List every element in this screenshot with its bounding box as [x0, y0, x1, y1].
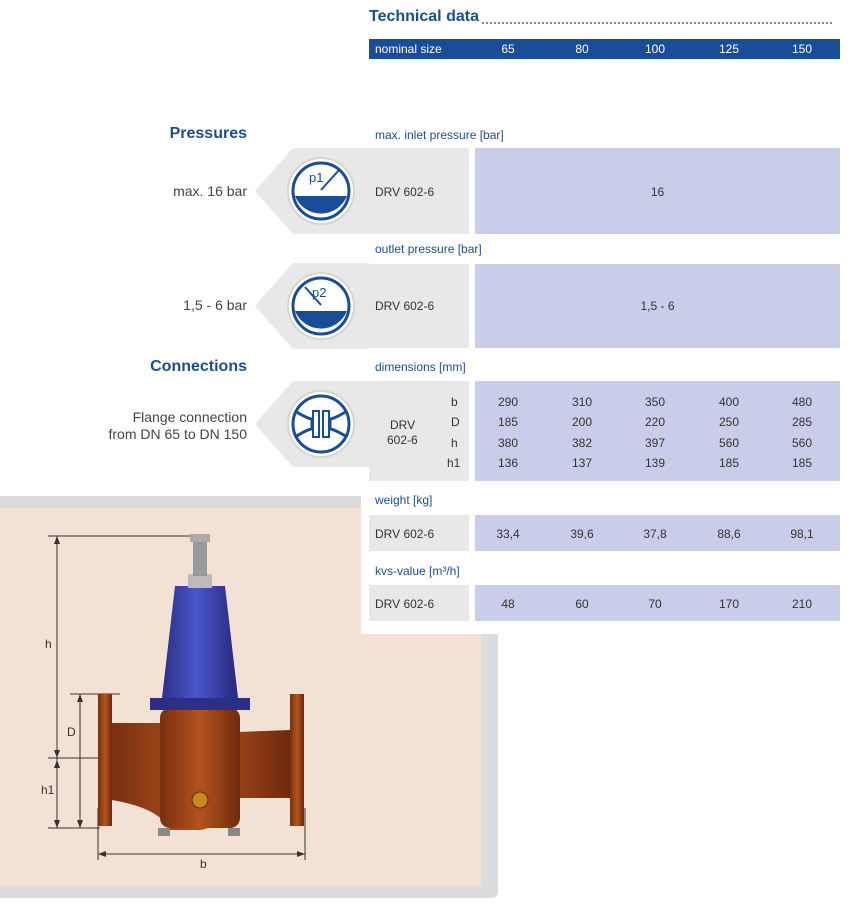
- p2-icon-label: p2: [312, 285, 327, 300]
- nominal-size-65: 65: [501, 42, 515, 56]
- outlet-pressure-label: outlet pressure [bar]: [375, 242, 482, 256]
- weight-125: 88,6: [717, 527, 741, 541]
- kvs-label: kvs-value [m³/h]: [375, 564, 460, 578]
- dim-h1-65: 136: [497, 456, 519, 470]
- p1-icon-label: p1: [309, 170, 324, 185]
- dim-key-D: D: [451, 415, 460, 429]
- p1-text: max. 16 bar: [173, 183, 247, 199]
- weight-100: 37,8: [643, 527, 667, 541]
- dim-h-65: 380: [497, 436, 519, 450]
- dim-b-80: 310: [571, 395, 593, 409]
- nominal-size-bar: [369, 39, 840, 59]
- dim-b-150: 480: [791, 395, 813, 409]
- connections-heading: Connections: [150, 358, 247, 375]
- dimensions-model-line1: DRV: [390, 418, 416, 432]
- dim-h1-80: 137: [571, 456, 593, 470]
- weight-model: DRV 602-6: [375, 527, 435, 541]
- weight-65: 33,4: [496, 527, 520, 541]
- p2-text: 1,5 - 6 bar: [183, 297, 247, 313]
- nominal-size-125: 125: [718, 42, 740, 56]
- kvs-80: 60: [575, 597, 589, 611]
- weight-label: weight [kg]: [375, 493, 433, 507]
- connection-text-2: from DN 65 to DN 150: [108, 426, 247, 442]
- p2-gauge-icon: [255, 263, 369, 349]
- dim-D-125: 250: [718, 415, 740, 429]
- label-h1: h1: [41, 783, 55, 797]
- weight-row: [475, 515, 840, 551]
- page-title: Technical data: [369, 8, 479, 25]
- dim-D-150: 285: [791, 415, 813, 429]
- label-b: b: [200, 857, 207, 871]
- weight-150: 98,1: [790, 527, 814, 541]
- dim-h1-150: 185: [791, 456, 813, 470]
- inlet-pressure-value: 16: [650, 185, 665, 199]
- dim-D-100: 220: [644, 415, 666, 429]
- kvs-150: 210: [791, 597, 813, 611]
- dim-b-65: 290: [497, 395, 519, 409]
- inlet-model: DRV 602-6: [375, 185, 435, 199]
- weight-80: 39,6: [570, 527, 594, 541]
- dim-h1-100: 139: [644, 456, 666, 470]
- dim-h-100: 397: [644, 436, 666, 450]
- dimensions-label: dimensions [mm]: [375, 360, 466, 374]
- p1-gauge-icon: [255, 148, 369, 234]
- dim-h1-125: 185: [718, 456, 740, 470]
- label-h: h: [45, 637, 52, 651]
- dim-h-125: 560: [718, 436, 740, 450]
- connection-text-1: Flange connection: [132, 409, 247, 425]
- dimensions-table: [475, 381, 840, 481]
- nominal-size-80: 80: [575, 42, 589, 56]
- nominal-size-150: 150: [791, 42, 813, 56]
- dim-D-80: 200: [571, 415, 593, 429]
- flange-connection-icon: [255, 381, 369, 467]
- label-D: D: [67, 725, 76, 739]
- pressures-heading: Pressures: [169, 125, 247, 142]
- inlet-pressure-label: max. inlet pressure [bar]: [375, 128, 504, 142]
- dim-b-125: 400: [718, 395, 740, 409]
- outlet-pressure-value: 1,5 - 6: [640, 299, 675, 313]
- dim-key-h1: h1: [447, 456, 461, 470]
- kvs-model: DRV 602-6: [375, 597, 435, 611]
- nominal-size-100: 100: [644, 42, 666, 56]
- dim-key-b: b: [451, 395, 458, 409]
- nominal-size-label: nominal size: [375, 42, 442, 56]
- dim-D-65: 185: [497, 415, 519, 429]
- kvs-125: 170: [718, 597, 740, 611]
- dim-key-h: h: [451, 436, 458, 450]
- kvs-row: [475, 585, 840, 621]
- dimensions-model-line2: 602-6: [387, 433, 418, 447]
- dim-h-80: 382: [571, 436, 593, 450]
- title-dots: [482, 22, 832, 24]
- dim-h-150: 560: [791, 436, 813, 450]
- kvs-65: 48: [501, 597, 515, 611]
- kvs-100: 70: [648, 597, 662, 611]
- dim-b-100: 350: [644, 395, 666, 409]
- outlet-model: DRV 602-6: [375, 299, 435, 313]
